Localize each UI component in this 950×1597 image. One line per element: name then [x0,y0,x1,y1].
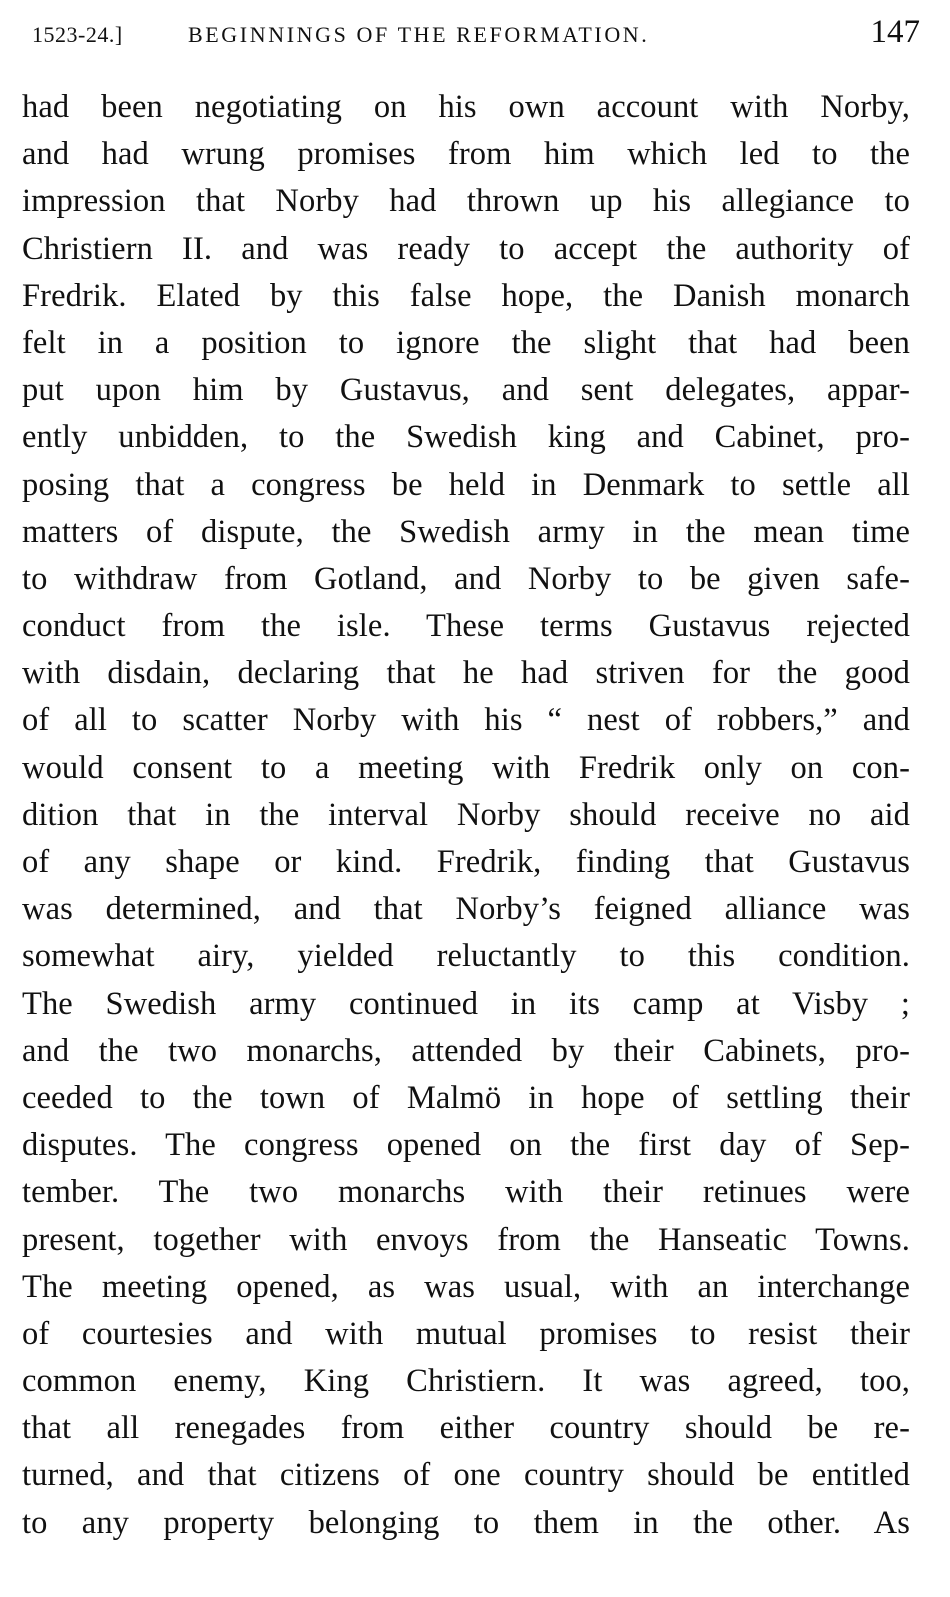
text-line: Christiern II. and was ready to accept the authority of [22,230,910,267]
text-line: common enemy, King Christiern. It was agreed, too, [22,1363,910,1400]
text-line: tember. The two monarchs with their retinues were [22,1174,910,1211]
text-line: had been negotiating on his own account with Norby, [22,89,910,125]
text-line: somewhat airy, yielded reluctantly to this condition. [22,938,910,975]
text-line: and had wrung promises from him which led to the [22,136,910,173]
text-line: put upon him by Gustavus, and sent delegates, appar- [22,372,910,409]
text-line: matters of dispute, the Swedish army in the mean time [22,513,910,550]
text-line: present, together with envoys from the Hanseatic Towns. [22,1221,910,1258]
text-line: that all renegades from either country should be re- [22,1410,910,1447]
text-line: impression that Norby had thrown up his allegiance to [22,183,910,220]
text-line: The meeting opened, as was usual, with an interchange [22,1268,910,1305]
text-line: felt in a position to ignore the slight that had been [22,324,910,361]
text-line: to any property belonging to them in the other. As [22,1504,910,1541]
text-line: The Swedish army continued in its camp at Visby ; [22,985,910,1022]
text-line: to withdraw from Gotland, and Norby to be given safe- [22,560,910,597]
text-line: would consent to a meeting with Fredrik only on con- [22,749,910,786]
text-line: was determined, and that Norby’s feigned alliance was [22,891,910,928]
running-head-title: BEGINNINGS OF THE REFORMATION. [188,22,650,47]
text-line: Fredrik. Elated by this false hope, the Danish monarch [22,277,910,314]
text-line: dition that in the interval Norby should receive no aid [22,796,910,833]
text-line: of courtesies and with mutual promises to resist their [22,1315,910,1352]
text-line: ceeded to the town of Malmö in hope of settling their [22,1079,910,1116]
text-line: with disdain, declaring that he had striven for the good [22,655,910,692]
text-line: and the two monarchs, attended by their Cabinets, pro- [22,1032,910,1069]
text-line: turned, and that citizens of one country should be entitled [22,1457,910,1494]
text-line: conduct from the isle. These terms Gustavus rejected [22,608,910,645]
text-line: ently unbidden, to the Swedish king and Cabinet, pro- [22,419,910,456]
body-paragraph [22,84,910,1547]
page-number: 147 [870,14,920,50]
running-head [22,8,922,58]
running-head-years: 1523-24.] [32,22,123,47]
text-line: of any shape or kind. Fredrik, finding that Gustavus [22,844,910,880]
text-line: posing that a congress be held in Denmark to settle all [22,466,910,503]
text-line: disputes. The congress opened on the first day of Sep- [22,1127,910,1164]
text-line: of all to scatter Norby with his “ nest of robbers,” and [22,702,910,739]
